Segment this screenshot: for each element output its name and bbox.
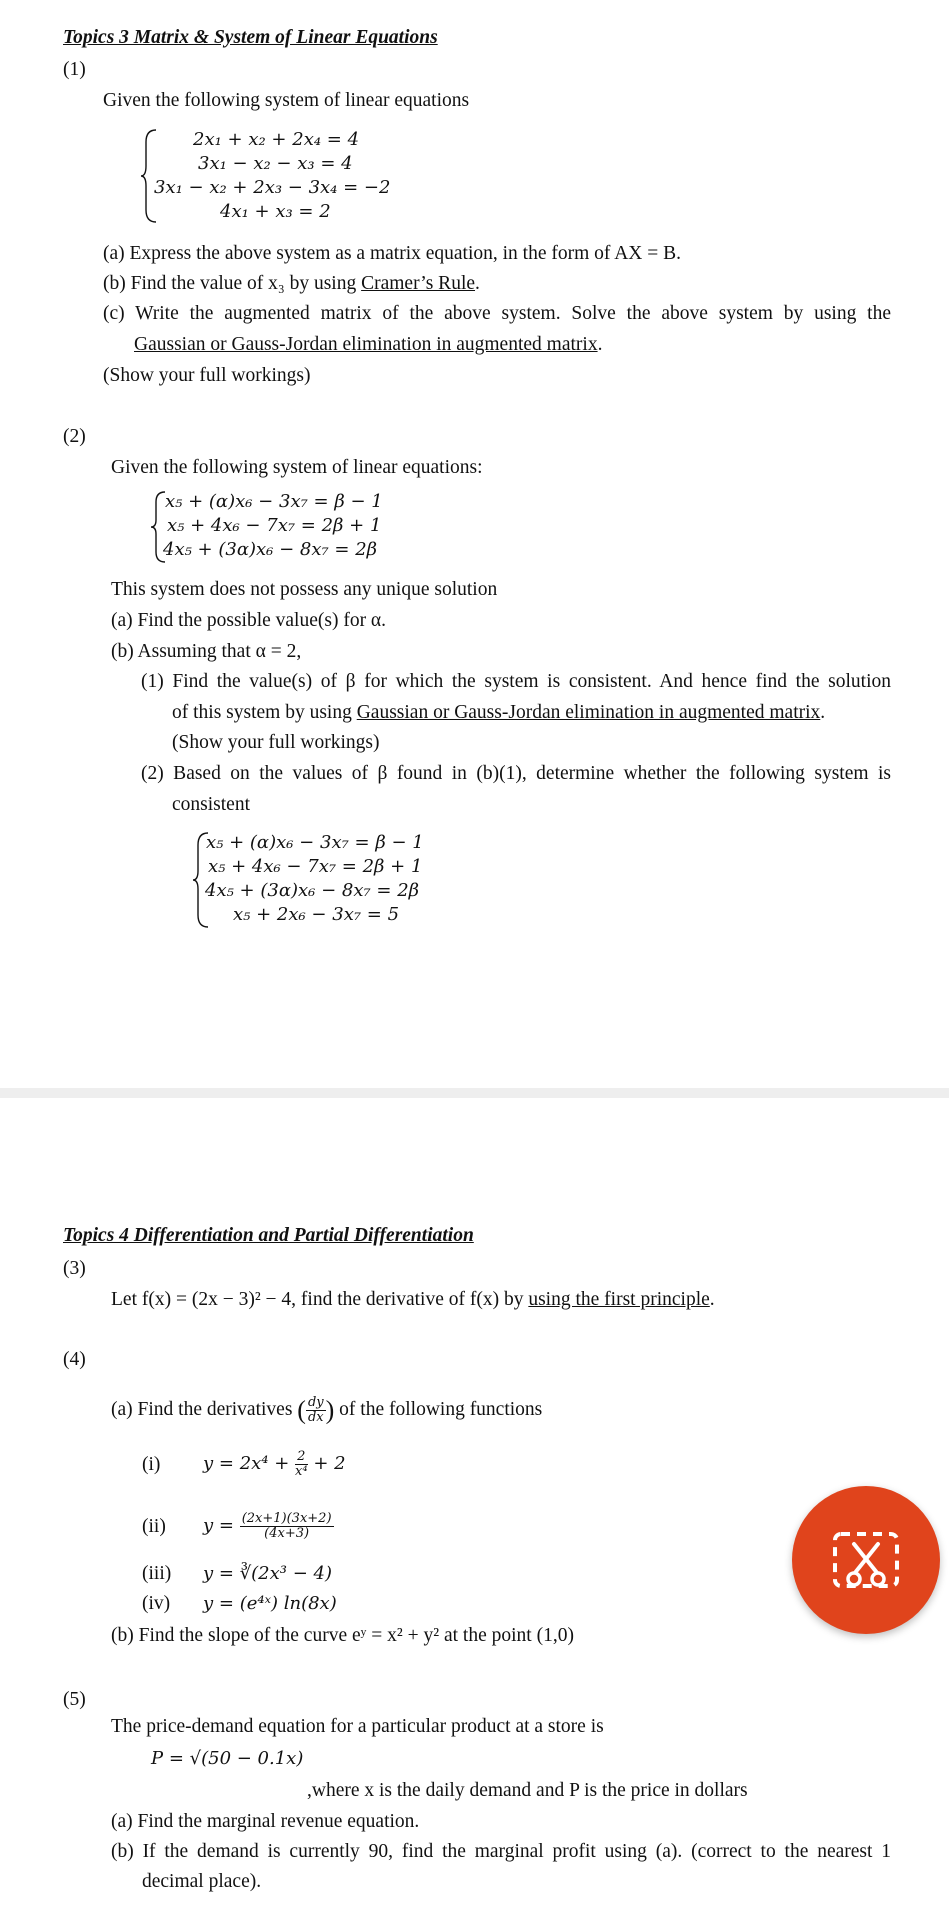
q4-item-ii-expr: y = $\frac{(2x+1)(3x+2)}{(4x+3)}$: [203, 1510, 332, 1541]
scissors-icon: [792, 1486, 940, 1634]
q3-number: (3): [63, 1258, 86, 1279]
q1-show-workings: (Show your full workings): [103, 365, 311, 386]
q4-part-b: (b) Find the slope of the curve eʸ = x² + y² at the point (1,0): [111, 1625, 574, 1646]
q4-item-iv-label: (iv): [142, 1593, 171, 1614]
q2-b1-show-workings: (Show your full workings): [172, 732, 380, 753]
q2-intro: Given the following system of linear equations:: [111, 457, 483, 478]
q2-b2-line1: (2) Based on the values of β found in (b)(1), determine whether the following system is: [141, 763, 891, 784]
q2-part-b: (b) Assuming that α = 2,: [111, 641, 302, 662]
q2-equation-2: x₅ + 4x₆ − 7x₇ = 2β + 1: [167, 515, 382, 536]
q2-number: (2): [63, 426, 86, 447]
q2-system2-equation-2: x₅ + 4x₆ − 7x₇ = 2β + 1: [208, 856, 423, 877]
q1-part-b: (b) Find the value of x₃ by using Cramer’s Rule.: [103, 273, 480, 294]
q1-intro: Given the following system of linear equations: [103, 90, 470, 111]
q1-equation-2: 3x₁ − x₂ − x₃ = 4: [198, 153, 353, 174]
q2-b1-line2: of this system by using Gaussian or Gauss-Jordan elimination in augmented matrix.: [172, 702, 826, 723]
q2-equation-3: 4x₅ + (3α)x₆ − 8x₇ = 2β: [163, 539, 378, 560]
topic3-title: Topics 3 Matrix & System of Linear Equations: [63, 27, 438, 48]
first-principle-link: using the first principle: [528, 1289, 710, 1310]
q2-part-a: (a) Find the possible value(s) for α.: [111, 610, 387, 631]
page-divider: [0, 1088, 949, 1098]
q4-number: (4): [63, 1349, 86, 1370]
q4-item-iii-expr: y = ∛(2x³ − 4): [203, 1563, 333, 1584]
q1-equation-4: 4x₁ + x₃ = 2: [220, 201, 331, 222]
q1-equation-3: 3x₁ − x₂ + 2x₃ − 3x₄ = −2: [154, 177, 391, 198]
q2-equation-1: x₅ + (α)x₆ − 3x₇ = β − 1: [165, 491, 383, 512]
q2-system2-equation-4: x₅ + 2x₆ − 3x₇ = 5: [233, 904, 400, 925]
q2-system2-equation-3: 4x₅ + (3α)x₆ − 8x₇ = 2β: [205, 880, 420, 901]
topic4-title: Topics 4 Differentiation and Partial Differentiation: [63, 1225, 474, 1246]
q1-part-a: (a) Express the above system as a matrix equation, in the form of AX = B.: [103, 243, 681, 264]
screenshot-crop-button[interactable]: [792, 1486, 940, 1634]
q5-part-b-line1: (b) If the demand is currently 90, find the marginal profit using (a). (correct to the nearest 1: [111, 1841, 891, 1862]
q1-number: (1): [63, 59, 86, 80]
q5-equation: P = √(50 − 0.1x): [151, 1748, 304, 1769]
q4-item-iv-expr: y = (e⁴ˣ) ln(8x): [203, 1593, 337, 1614]
q5-intro: The price-demand equation for a particular product at a store is: [111, 1716, 604, 1737]
q5-part-b-line2: decimal place).: [142, 1871, 262, 1892]
q2-b2-line2: consistent: [172, 794, 250, 815]
cramer-rule-link: Cramer’s Rule: [361, 273, 476, 294]
q4-item-ii-label: (ii): [142, 1516, 166, 1537]
q4-part-a: (a) Find the derivatives ( $\frac{dy}{dx}$ ) of the following functions: [111, 1395, 543, 1426]
q4-item-iii-label: (iii): [142, 1563, 172, 1584]
q5-where: ,where x is the daily demand and P is the price in dollars: [307, 1780, 748, 1801]
q1-part-c-line1: (c) Write the augmented matrix of the above system. Solve the above system by using the: [103, 303, 891, 324]
q4-item-i-expr: y = 2x⁴ + $\frac{2}{\text{x⁴}}$ + 2: [203, 1448, 346, 1479]
q1-part-c-line2: Gaussian or Gauss-Jordan elimination in augmented matrix.: [134, 334, 603, 355]
q3-text: Let f(x) = (2x − 3)² − 4, find the derivative of f(x) by using the first principle.: [111, 1289, 715, 1310]
q1-equation-1: 2x₁ + x₂ + 2x₄ = 4: [193, 129, 360, 150]
q5-number: (5): [63, 1689, 86, 1710]
q2-system2-equation-1: x₅ + (α)x₆ − 3x₇ = β − 1: [206, 832, 424, 853]
q5-part-a: (a) Find the marginal revenue equation.: [111, 1811, 420, 1832]
q2-b1-line1: (1) Find the value(s) of β for which the system is consistent. And hence find the solution: [141, 671, 891, 692]
q2-statement: This system does not possess any unique solution: [111, 579, 498, 600]
q4-item-i-label: (i): [142, 1454, 161, 1475]
